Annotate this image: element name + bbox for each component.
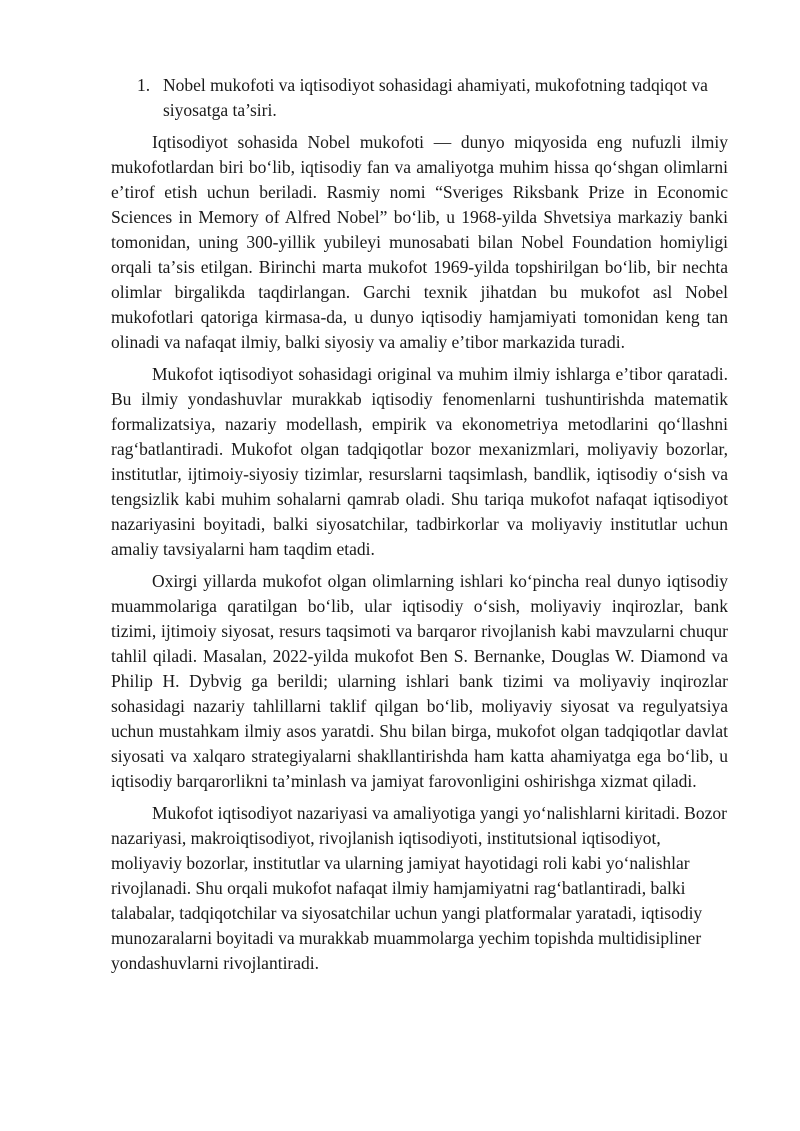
section-heading [137, 73, 728, 123]
paragraph-1: Iqtisodiyot sohasida Nobel mukofoti — dunyo miqyosida eng nufuzli ilmiy mukofotlardan biri boʻlib, iqtisodiy fan va amaliyotga muhim hissa qoʻshgan olimlarni eʼtirof etish uchun beriladi. Rasmiy nomi “Sveriges Riksbank Prize in Economic Sciences in Memory of Alfred Nobel” boʻlib, u 1968-yilda Shvetsiya markaziy banki tomonidan, uning 300-yillik yubileyi munosabati bilan Nobel Foundation homiyligi orqali taʼsis etilgan. Birinchi marta mukofot 1969-yilda topshirilgan boʻlib, bir nechta olimlar birgalikda taqdirlangan. Garchi texnik jihatdan bu mukofot asl Nobel mukofotlari qatoriga kirmasa-da, u dunyo iqtisodiy hamjamiyati tomonidan keng tan olinadi va nafaqat ilmiy, balki siyosiy va amaliy eʼtibor markazida turadi. [111, 132, 728, 352]
paragraph-2: Mukofot iqtisodiyot sohasidagi original va muhim ilmiy ishlarga eʼtibor qaratadi. Bu ilmiy yondashuvlar murakkab iqtisodiy fenomenlarni tushuntirishda matematik formalizatsiya, nazariy modellash, empirik va ekonometriya metodlarini qoʻllashni ragʻbatlantiradi. Mukofot olgan tadqiqotlar bozor mexanizmlari, moliyaviy bozorlar, institutlar, ijtimoiy-siyosiy tizimlar, resurslarni taqsimlash, bandlik, iqtisodiy oʻsish va tengsizlik kabi muhim sohalarni qamrab oladi. Shu tariqa mukofot nafaqat iqtisodiyot nazariyasini boyitadi, balki siyosatchilar, tadbirkorlar va moliyaviy institutlar uchun amaliy tavsiyalarni ham taqdim etadi. [111, 364, 728, 559]
heading-text: Nobel mukofoti va iqtisodiyot sohasidagi ahamiyati, mukofotning tadqiqot va siyosatga ta’siri. [163, 75, 708, 120]
paragraph-4: Mukofot iqtisodiyot nazariyasi va amaliyotiga yangi yoʻnalishlarni kiritadi. Bozor nazariyasi, makroiqtisodiyot, rivojlanish iqtisodiyoti, institutsional iqtisodiyot, moliyaviy bozorlar, institutlar va ularning jamiyat hayotidagi roli kabi yoʻnalishlar rivojlanadi. Shu orqali mukofot nafaqat ilmiy hamjamiyatni ragʻbatlantiradi, balki talabalar, tadqiqotchilar va siyosatchilar uchun yangi platformalar yaratadi, iqtisodiy munozaralarni boyitadi va murakkab muammolarga yechim topishda multidisipliner yondashuvlarni rivojlantiradi. [111, 803, 727, 973]
paragraph-3: Oxirgi yillarda mukofot olgan olimlarning ishlari koʻpincha real dunyo iqtisodiy muammolariga qaratilgan boʻlib, ular iqtisodiy oʻsish, moliyaviy inqirozlar, bank tizimi, ijtimoiy siyosat, resurs taqsimoti va barqaror rivojlanish kabi mavzularni chuqur tahlil qiladi. Masalan, 2022-yilda mukofot Ben S. Bernanke, Douglas W. Diamond va Philip H. Dybvig ga berildi; ularning ishlari bank tizimi va moliyaviy inqirozlar sohasidagi nazariy tahlillarni taklif qilgan boʻlib, moliyaviy siyosat va regulyatsiya uchun mustahkam ilmiy asos yaratdi. Shu bilan birga, mukofot olgan tadqiqotlar davlat siyosati va xalqaro strategiyalarni shakllantirishda ham katta ahamiyatga ega boʻlib, u iqtisodiy barqarorlikni taʼminlash va jamiyat farovonligini oshirishga xizmat qiladi. [111, 571, 728, 791]
heading-number: 1. [137, 75, 151, 95]
